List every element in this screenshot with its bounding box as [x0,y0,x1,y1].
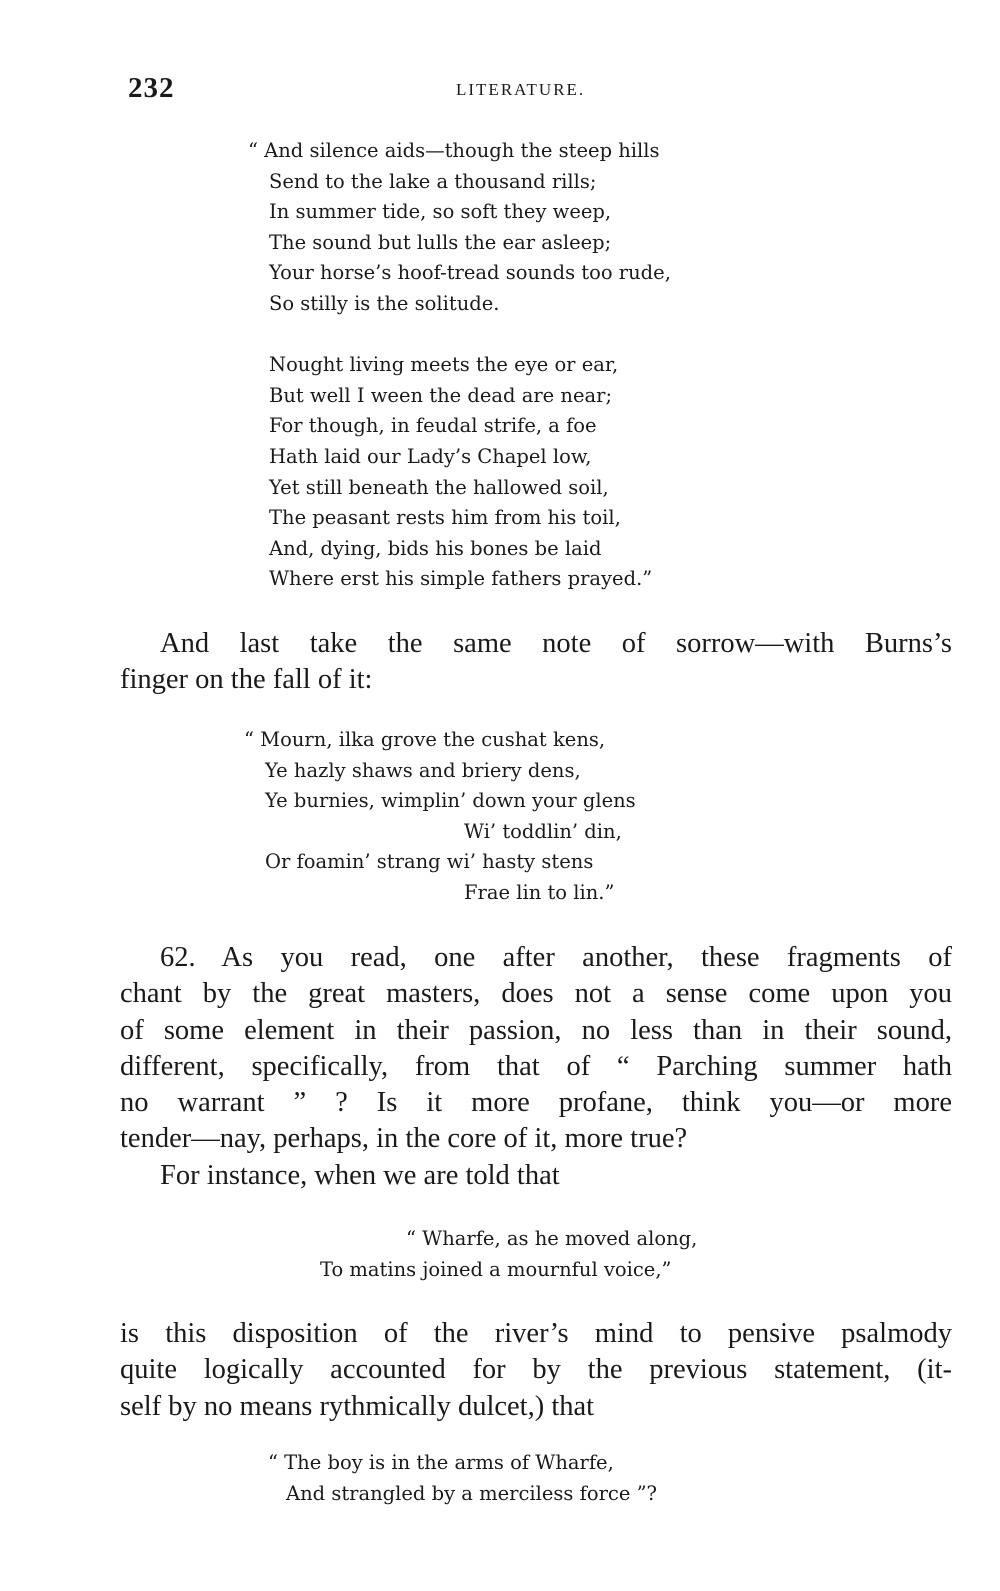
prose-line: self by no means rythmically dulcet,) that [120,1390,595,1422]
verse-line: But well I ween the dead are near; [269,383,613,407]
verse-line: Your horse’s hoof-tread sounds too rude, [269,261,671,285]
verse-line: The peasant rests him from his toil, [269,506,621,530]
verse-line: Wi’ toddlin’ din, [464,819,622,843]
verse-line: And strangled by a merciless force ”? [286,1481,657,1505]
verse-line: Where erst his simple fathers prayed.” [269,567,653,591]
paragraph-section-62 [120,940,952,1194]
verse-line: So stilly is the solitude. [269,291,500,315]
running-head: LITERATURE. [456,80,586,99]
prose-line: chant by the great masters, does not a sense come upon you [120,978,952,1010]
verse-line: “ Mourn, ilka grove the cushat kens, [244,728,606,751]
verse-line: In summer tide, so soft they weep, [269,200,612,224]
verse-line: “ The boy is in the arms of Wharfe, [268,1451,614,1474]
prose-line: no warrant ” ? Is it more profane, think you—or more [120,1087,952,1119]
page-number: 232 [128,72,175,104]
verse-line: “ Wharfe, as he moved along, [406,1227,698,1250]
prose-line: tender—nay, perhaps, in the core of it, more true? [120,1123,688,1155]
prose-line: is this disposition of the river’s mind to pensive psalmody [120,1318,952,1349]
verse-block-burns [244,725,636,909]
verse-line: Hath laid our Lady’s Chapel low, [269,444,592,468]
prose-line: 62. As you read, one after another, these fragments of [160,942,952,973]
prose-line: And last take the same note of sorrow—with Burns’s [160,628,952,659]
prose-line: quite logically accounted for by the previous statement, (it- [120,1354,952,1386]
verse-line: And, dying, bids his bones be laid [269,536,602,560]
prose-line: finger on the fall of it: [120,664,373,696]
verse-line: The sound but lulls the ear asleep; [269,230,612,254]
verse-line: Nought living meets the eye or ear, [269,353,619,377]
verse-block-scott [248,136,671,595]
verse-line: Ye burnies, wimplin’ down your glens [265,789,636,813]
verse-line: Ye hazly shaws and briery dens, [265,758,581,782]
verse-line: Yet still beneath the hallowed soil, [269,475,609,499]
verse-line: Frae lin to lin.” [464,880,615,904]
verse-line: “ And silence aids—though the steep hills [248,139,660,162]
paragraph-river-mind [120,1316,952,1425]
verse-block-wharfe [320,1224,697,1285]
verse-line: To matins joined a mournful voice,” [320,1257,672,1281]
verse-line: Or foamin’ strang wi’ hasty stens [265,850,594,874]
stanza-break [248,320,671,351]
verse-block-boy [268,1448,657,1509]
paragraph-burns-intro [120,626,952,699]
prose-line: different, specifically, from that of “ Parching summer hath [120,1050,952,1082]
prose-line: For instance, when we are told that [160,1159,560,1191]
verse-line: For though, in feudal strife, a foe [269,414,597,438]
prose-line: of some element in their passion, no less than in their sound, [120,1014,952,1046]
verse-line: Send to the lake a thousand rills; [269,169,597,193]
